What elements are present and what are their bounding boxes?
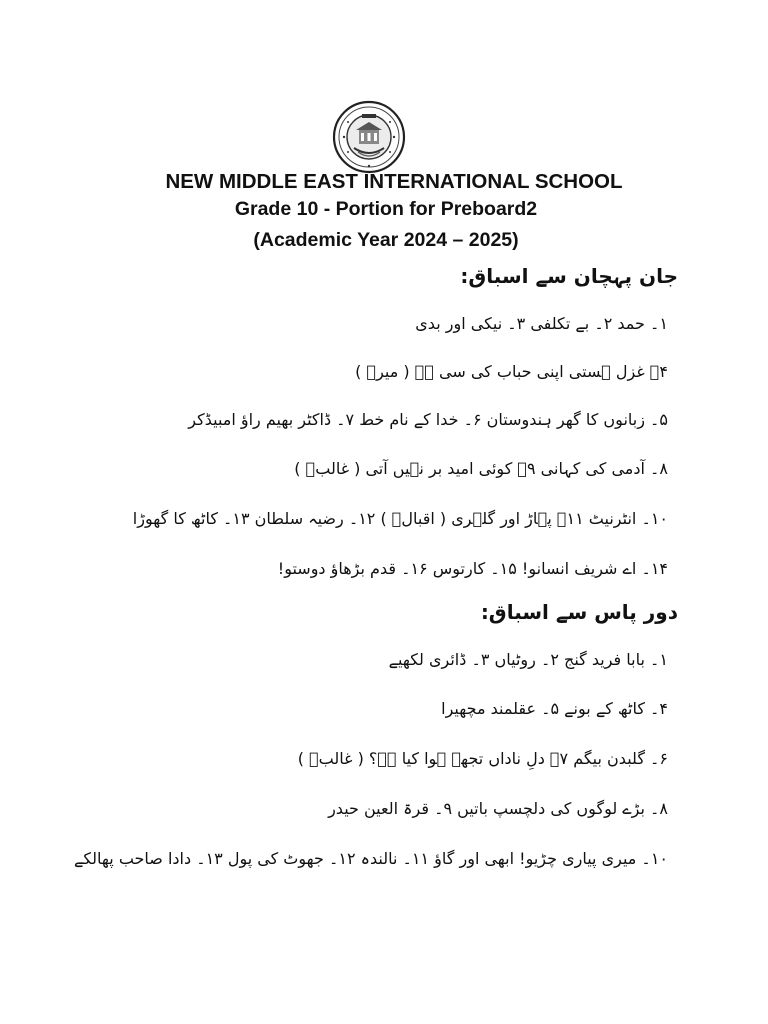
lesson-list-line: ۴۔ کاٹھ کے بونے ۵۔ عقلمند مچھیرا (441, 699, 668, 718)
lesson-list-line: ۸۔ آدمی کی کہانی ۹۔ کوئی امید بر نہیں آتی ( غالبؔ ) (294, 459, 668, 478)
school-logo-seal (332, 100, 406, 174)
lesson-list-line: ۱۔ بابا فرید گنج ۲۔ روٹیاں ۳۔ ڈائری لکھیے (388, 650, 668, 669)
grade-portion-title: Grade 10 - Portion for Preboard2 (234, 198, 538, 220)
lesson-list-line: ۱۰۔ میری پیاری چڑیو! ابھی اور گاؤ ۱۱۔ نالندہ ۱۲۔ جھوٹ کی پول ۱۳۔ دادا صاحب پھالکے (73, 849, 668, 868)
lesson-list-line: ۵۔ زبانوں کا گھر ہندوستان ۶۔ خدا کے نام خط ۷۔ ڈاکٹر بھیم راؤ امبیڈکر (188, 410, 668, 429)
lesson-list-line: ۱۰۔ انٹرنیٹ ۱۱۔ پہاڑ اور گلہری ( اقبالؔ ) ۱۲۔ رضیہ سلطان ۱۳۔ کاٹھ کا گھوڑا (132, 509, 668, 528)
lesson-list-line: ۱۴۔ اے شریف انسانو! ۱۵۔ کارتوس ۱۶۔ قدم بڑھاؤ دوستو! (277, 559, 668, 578)
lesson-list-line: ۴۔ غزل ہستی اپنی حباب کی سی ہے ( میرؔ ) (355, 362, 668, 381)
lesson-list-line: ۸۔ بڑے لوگوں کی دلچسپ باتیں ۹۔ قرۃ العین حیدر (328, 799, 668, 818)
section-heading-jaan-pehchaan: جان پہچان سے اسباق: (460, 264, 678, 288)
school-name: NEW MIDDLE EAST INTERNATIONAL SCHOOL (165, 170, 623, 193)
section-heading-door-paas: دور پاس سے اسباق: (480, 600, 678, 624)
academic-year: (Academic Year 2024 – 2025) (253, 229, 519, 251)
lesson-list-line: ۶۔ گلبدن بیگم ۷۔ دلِ ناداں تجھے ہوا کیا ہے؟ ( غالبؔ ) (297, 749, 668, 768)
lesson-list-line: ۱۔ حمد ۲۔ بے تکلفی ۳۔ نیکی اور بدی (415, 314, 668, 333)
